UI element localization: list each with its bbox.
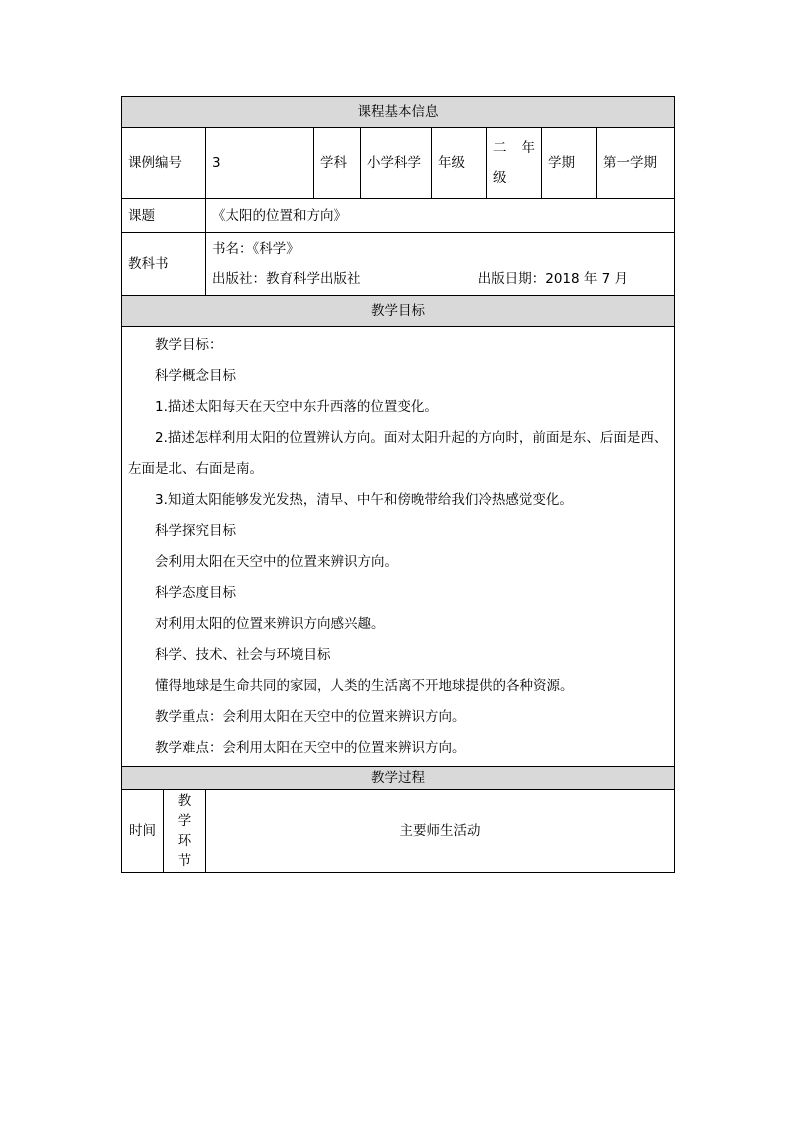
goal-line: 科学探究目标 <box>155 523 236 539</box>
textbook-details <box>206 233 675 296</box>
term-value: 第一学期 <box>597 128 675 199</box>
subject-value: 小学科学 <box>361 128 432 199</box>
process-header-row <box>122 767 675 790</box>
lesson-info-table <box>121 96 675 873</box>
subject-label: 学科 <box>314 128 361 199</box>
term-label: 学期 <box>542 128 597 199</box>
objectives-header-row <box>122 296 675 327</box>
book-name-line <box>212 234 668 264</box>
stage-label-char: 教 <box>177 793 192 809</box>
case-no-value: 3 <box>206 128 314 199</box>
topic-value: 《太阳的位置和方向》 <box>206 199 675 233</box>
goal-line: 1.描述太阳每天在天空中东升西落的位置变化。 <box>155 399 438 415</box>
grade-value-part-1: 二 <box>493 140 507 156</box>
activity-label: 主要师生活动 <box>206 790 675 873</box>
goal-line: 会利用太阳在天空中的位置来辨识方向。 <box>155 554 398 570</box>
book-name: 书名：《科学》 <box>212 241 300 257</box>
stage-label-char: 节 <box>177 853 192 869</box>
objectives-header: 教学目标 <box>122 296 675 327</box>
process-columns-row <box>122 790 675 873</box>
case-no-label: 课例编号 <box>122 128 206 199</box>
goal-line: 科学、技术、社会与环境目标 <box>155 647 331 663</box>
publisher: 出版社：教育科学出版社 <box>212 271 361 287</box>
goal-line: 教学难点：会利用太阳在天空中的位置来辨识方向。 <box>155 740 466 756</box>
publisher-line <box>212 264 668 294</box>
goal-line: 科学概念目标 <box>155 368 236 384</box>
objectives-content <box>122 327 675 767</box>
textbook-row <box>122 233 675 296</box>
textbook-label: 教科书 <box>122 233 206 296</box>
grade-label: 年级 <box>432 128 487 199</box>
topic-label: 课题 <box>122 199 206 233</box>
goal-line: 教学重点：会利用太阳在天空中的位置来辨识方向。 <box>155 709 466 725</box>
grade-value-part-3: 级 <box>493 170 507 186</box>
basic-info-row <box>122 128 675 199</box>
process-header: 教学过程 <box>122 767 675 790</box>
objectives-row <box>122 327 675 767</box>
stage-label-char: 学 <box>177 813 192 829</box>
goal-line: 懂得地球是生命共同的家园，人类的生活离不开地球提供的各种资源。 <box>155 678 574 694</box>
basic-info-header: 课程基本信息 <box>122 97 675 128</box>
stage-label <box>164 790 206 873</box>
goal-line: 2.描述怎样利用太阳的位置辨认方向。面对太阳升起的方向时，前面是东、后面是西、左面是北、右面是南。 <box>128 430 668 477</box>
goal-line: 教学目标： <box>155 337 223 353</box>
grade-value <box>487 128 542 199</box>
basic-info-header-row <box>122 97 675 128</box>
time-label: 时间 <box>122 790 164 873</box>
grade-value-part-2: 年 <box>521 140 535 156</box>
stage-label-char: 环 <box>177 833 192 849</box>
topic-row <box>122 199 675 233</box>
publication-date: 出版日期：2018 年 7 月 <box>477 271 629 287</box>
goal-line: 科学态度目标 <box>155 585 236 601</box>
goal-line: 3.知道太阳能够发光发热，清早、中午和傍晚带给我们冷热感觉变化。 <box>155 492 573 508</box>
goal-line: 对利用太阳的位置来辨识方向感兴趣。 <box>155 616 385 632</box>
